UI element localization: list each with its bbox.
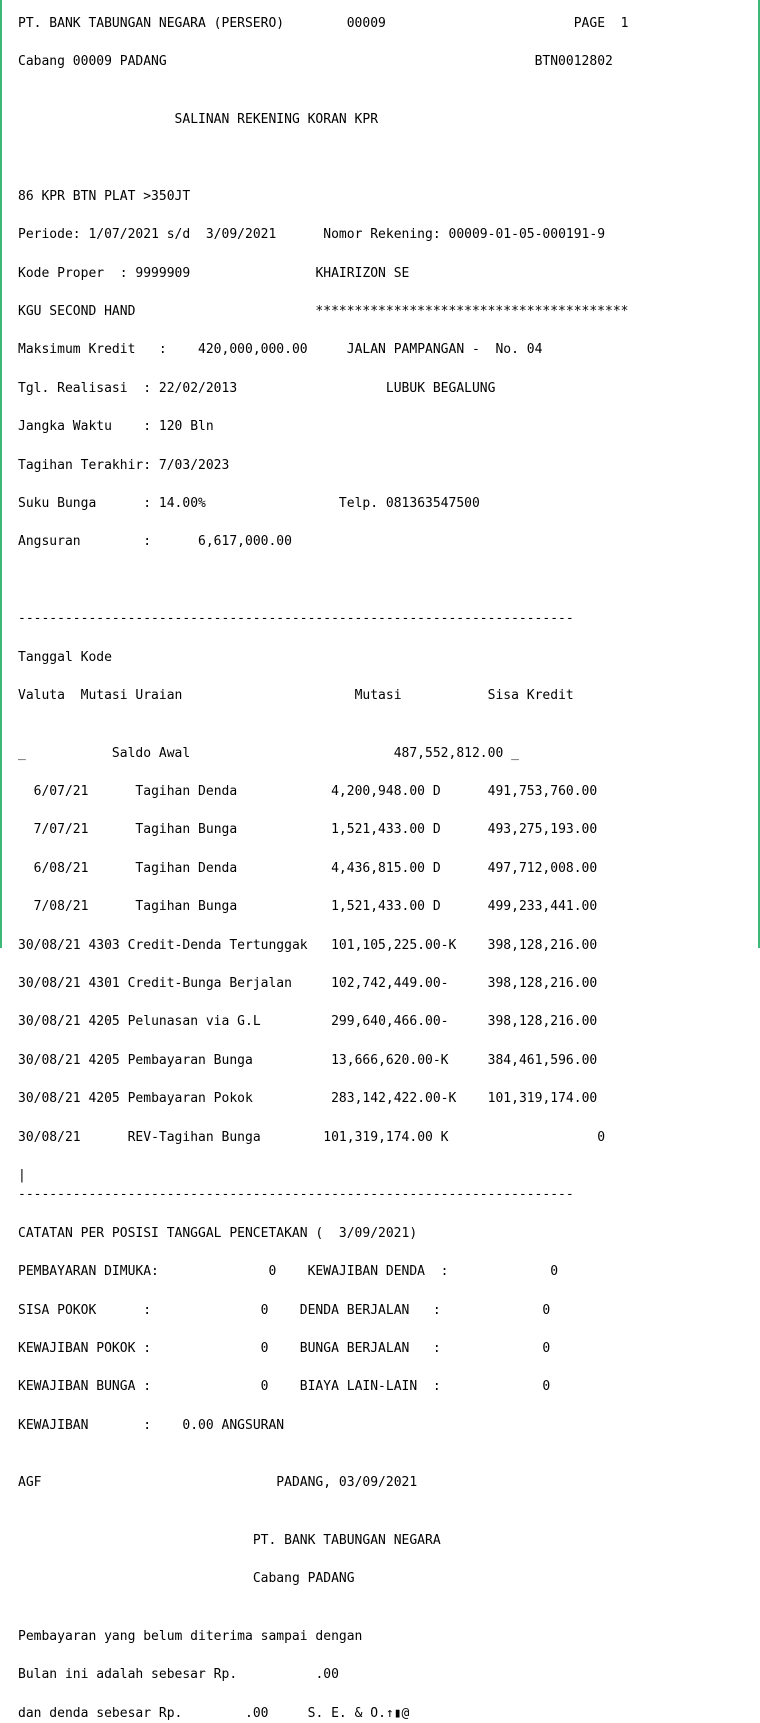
row-sisa: 398,128,216.00 bbox=[487, 976, 598, 992]
header-center-code: 00009 bbox=[346, 16, 386, 31]
row-tanggal: 30/08/21 bbox=[18, 976, 81, 992]
notes-right-value: 0 bbox=[542, 1302, 551, 1318]
branch-name: Cabang 00009 PADANG bbox=[18, 54, 167, 70]
table-row bbox=[18, 936, 742, 955]
header-line-1 bbox=[18, 14, 742, 33]
notes-right-value: 0 bbox=[542, 1340, 551, 1356]
angsuran-line bbox=[18, 532, 742, 551]
notes-right-value: 0 bbox=[542, 1379, 551, 1395]
notes-left-label: SISA POKOK : bbox=[18, 1302, 152, 1318]
footer-note-2-value: .00 bbox=[315, 1667, 339, 1683]
tagihan-terakhir-value: 7/03/2023 bbox=[158, 457, 230, 473]
row-mutasi: 102,742,449.00- bbox=[331, 976, 449, 992]
table-row bbox=[18, 1128, 742, 1147]
row-sisa: 398,128,216.00 bbox=[487, 1014, 598, 1030]
notes-row bbox=[18, 1262, 742, 1281]
notes-right-value: 0 bbox=[550, 1264, 559, 1280]
kewajiban-value: 0.00 ANGSURAN bbox=[182, 1417, 285, 1433]
notes-title: CATATAN PER POSISI TANGGAL PENCETAKAN ( 3/09/2021) bbox=[18, 1225, 418, 1241]
row-uraian: Credit-Denda Tertunggak bbox=[127, 937, 308, 953]
customer-name: KHAIRIZON SE bbox=[315, 265, 410, 281]
document-title-line bbox=[18, 110, 742, 129]
blank-2 bbox=[18, 148, 742, 167]
table-header-tanggal-kode: Tanggal Kode bbox=[18, 649, 112, 665]
bank-name: PT. BANK TABUNGAN NEGARA (PERSERO) bbox=[18, 16, 285, 31]
table-row bbox=[18, 782, 742, 801]
jangka-waktu-line bbox=[18, 417, 742, 436]
page-title: SALINAN REKENING KORAN KPR bbox=[174, 112, 379, 127]
row-uraian: Tagihan Denda bbox=[135, 860, 238, 876]
blank-10 bbox=[18, 1608, 742, 1627]
notes-left-label: KEWAJIBAN POKOK : bbox=[18, 1340, 152, 1356]
tgl-realisasi-line bbox=[18, 379, 742, 398]
table-header-line-1 bbox=[18, 648, 742, 667]
row-tanggal: 6/07/21 bbox=[25, 784, 89, 800]
row-uraian: Pelunasan via G.L bbox=[127, 1014, 261, 1030]
blank-5 bbox=[18, 590, 742, 609]
nomor-rekening-label: Nomor Rekening: bbox=[323, 227, 441, 243]
row-tanggal: 6/08/21 bbox=[25, 860, 89, 876]
signature-bank-name: PT. BANK TABUNGAN NEGARA bbox=[252, 1532, 441, 1548]
kode-proper-line bbox=[18, 264, 742, 283]
jangka-waktu-label: Jangka Waktu : bbox=[18, 419, 152, 435]
kewajiban-label: KEWAJIBAN : bbox=[18, 1417, 152, 1433]
row-uraian: Pembayaran Pokok bbox=[127, 1091, 253, 1107]
maksimum-kredit-label: Maksimum Kredit : bbox=[18, 342, 167, 358]
notes-row bbox=[18, 1377, 742, 1396]
suku-bunga-line bbox=[18, 494, 742, 513]
page-label: PAGE 1 bbox=[573, 16, 629, 31]
notes-left-value: 0 bbox=[260, 1302, 269, 1318]
table-header-line-2 bbox=[18, 686, 742, 705]
periode-line bbox=[18, 225, 742, 244]
telp-label: Telp. bbox=[338, 496, 379, 512]
periode-value: 1/07/2021 s/d 3/09/2021 bbox=[88, 227, 277, 243]
row-mutasi: 101,105,225.00-K bbox=[331, 937, 457, 953]
header-line-2 bbox=[18, 52, 742, 71]
row-kode: 4205 bbox=[88, 1052, 120, 1068]
divider-top: ----------------------------------------------------------------------- bbox=[18, 611, 574, 627]
row-uraian: Pembayaran Bunga bbox=[127, 1052, 253, 1068]
footer-note-1: Pembayaran yang belum diterima sampai dengan bbox=[18, 1628, 363, 1644]
row-sisa: 491,753,760.00 bbox=[487, 784, 598, 800]
suku-bunga-label: Suku Bunga : bbox=[18, 496, 152, 512]
footer-note-line-1 bbox=[18, 1627, 742, 1646]
footer-note-line-3 bbox=[18, 1704, 742, 1723]
row-tanggal: 7/08/21 bbox=[25, 899, 89, 915]
notes-right-label: BUNGA BERJALAN : bbox=[299, 1340, 441, 1356]
tagihan-terakhir-line bbox=[18, 456, 742, 475]
suku-bunga-value: 14.00% bbox=[158, 496, 206, 512]
footer-note-3-label: dan denda sebesar Rp. bbox=[18, 1705, 183, 1721]
table-header-valuta-mutasi-uraian: Valuta Mutasi Uraian bbox=[18, 688, 183, 704]
row-uraian: Tagihan Denda bbox=[135, 784, 238, 800]
row-mutasi: 1,521,433.00 D bbox=[331, 822, 441, 838]
signature-bank-line-1 bbox=[18, 1531, 742, 1550]
notes-right-label: KEWAJIBAN DENDA : bbox=[307, 1264, 449, 1280]
maksimum-kredit-value: 420,000,000.00 bbox=[198, 342, 308, 358]
tagihan-terakhir-label: Tagihan Terakhir: bbox=[18, 457, 152, 473]
row-sisa: 493,275,193.00 bbox=[487, 822, 598, 838]
masked-field: **************************************** bbox=[315, 304, 629, 319]
row-kode: 4205 bbox=[88, 1091, 120, 1107]
row-sisa: 0 bbox=[597, 1129, 606, 1145]
kewajiban-line bbox=[18, 1416, 742, 1435]
table-row bbox=[18, 1012, 742, 1031]
divider-bottom: ----------------------------------------------------------------------- bbox=[18, 1187, 574, 1203]
blank-3 bbox=[18, 168, 742, 187]
notes-title-line bbox=[18, 1224, 742, 1243]
row-uraian: Credit-Bunga Berjalan bbox=[127, 976, 292, 992]
statement-body bbox=[18, 14, 742, 1723]
footer-note-2-label: Bulan ini adalah sebesar Rp. bbox=[18, 1667, 238, 1683]
row-uraian: REV-Tagihan Bunga bbox=[127, 1129, 261, 1145]
row-uraian: Tagihan Bunga bbox=[135, 822, 238, 838]
signature-branch: Cabang PADANG bbox=[252, 1571, 355, 1587]
row-sisa: 398,128,216.00 bbox=[487, 937, 598, 953]
address-line-2: LUBUK BEGALUNG bbox=[385, 380, 496, 396]
row-sisa: 384,461,596.00 bbox=[487, 1052, 598, 1068]
address-line-1: JALAN PAMPANGAN - No. 04 bbox=[346, 342, 543, 358]
table-row bbox=[18, 820, 742, 839]
blank-8 bbox=[18, 1454, 742, 1473]
kgu-line bbox=[18, 302, 742, 321]
opening-label: Saldo Awal bbox=[111, 745, 191, 761]
footer-note-line-2 bbox=[18, 1665, 742, 1684]
product-line bbox=[18, 187, 742, 206]
spacer-2 bbox=[386, 16, 574, 31]
row-mutasi: 101,319,174.00 K bbox=[323, 1129, 449, 1145]
table-row bbox=[18, 859, 742, 878]
kgu-value: KGU SECOND HAND bbox=[18, 304, 136, 319]
blank-9 bbox=[18, 1512, 742, 1531]
blank-4 bbox=[18, 571, 742, 590]
row-kode: 4303 bbox=[88, 937, 120, 953]
row-sisa: 499,233,441.00 bbox=[487, 899, 598, 915]
table-row bbox=[18, 1051, 742, 1070]
row-tanggal: 30/08/21 bbox=[18, 1014, 81, 1030]
table-header-mutasi: Mutasi bbox=[354, 688, 402, 704]
kode-proper-label: Kode Proper : bbox=[18, 265, 128, 281]
notes-left-value: 0 bbox=[268, 1264, 277, 1280]
tgl-realisasi-label: Tgl. Realisasi : bbox=[18, 380, 152, 396]
table-row bbox=[18, 1089, 742, 1108]
table-row bbox=[18, 897, 742, 916]
notes-left-label: PEMBAYARAN DIMUKA: bbox=[18, 1264, 159, 1280]
row-mutasi: 4,436,815.00 D bbox=[331, 860, 441, 876]
operator-code: AGF bbox=[18, 1475, 42, 1491]
blank-6 bbox=[18, 724, 742, 743]
operator-line bbox=[18, 1473, 742, 1492]
angsuran-label: Angsuran : bbox=[18, 534, 152, 550]
doc-code: BTN0012802 bbox=[534, 54, 613, 70]
row-sisa: 497,712,008.00 bbox=[487, 860, 598, 876]
table-row bbox=[18, 974, 742, 993]
spacer-1 bbox=[284, 16, 347, 31]
tgl-realisasi-value: 22/02/2013 bbox=[158, 380, 238, 396]
row-mutasi: 13,666,620.00-K bbox=[331, 1052, 449, 1068]
angsuran-value: 6,617,000.00 bbox=[198, 534, 292, 550]
table-row-opening: _ Saldo Awal 487,552,812.00 _ bbox=[18, 745, 519, 761]
maksimum-kredit-line bbox=[18, 340, 742, 359]
notes-right-label: DENDA BERJALAN : bbox=[299, 1302, 441, 1318]
telp-value: 081363547500 bbox=[385, 496, 480, 512]
row-mutasi: 4,200,948.00 D bbox=[331, 784, 441, 800]
seo-label: S. E. & O. bbox=[307, 1705, 386, 1721]
seo-glyph-icon: ↑▮@ bbox=[385, 1705, 410, 1721]
blank-7: | bbox=[18, 1168, 26, 1184]
row-mutasi: 1,521,433.00 D bbox=[331, 899, 441, 915]
row-tanggal: 30/08/21 bbox=[18, 937, 81, 953]
signature-bank-line-2 bbox=[18, 1569, 742, 1588]
product-name: 86 KPR BTN PLAT >350JT bbox=[18, 188, 191, 204]
row-tanggal: 7/07/21 bbox=[25, 822, 89, 838]
table-header-sisa-kredit: Sisa Kredit bbox=[487, 688, 574, 704]
notes-right-label: BIAYA LAIN-LAIN : bbox=[299, 1379, 441, 1395]
row-sisa: 101,319,174.00 bbox=[487, 1091, 598, 1107]
blank-1 bbox=[18, 91, 742, 110]
row-kode: 4205 bbox=[88, 1014, 120, 1030]
row-tanggal: 30/08/21 bbox=[18, 1091, 81, 1107]
opening-balance: 487,552,812.00 bbox=[393, 745, 504, 761]
notes-left-label: KEWAJIBAN BUNGA : bbox=[18, 1379, 152, 1395]
row-mutasi: 299,640,466.00- bbox=[331, 1014, 449, 1030]
jangka-waktu-value: 120 Bln bbox=[158, 419, 214, 435]
periode-label: Periode: bbox=[18, 227, 81, 243]
row-tanggal: 30/08/21 bbox=[18, 1129, 81, 1145]
notes-left-value: 0 bbox=[260, 1340, 269, 1356]
notes-row bbox=[18, 1301, 742, 1320]
nomor-rekening-value: 00009-01-05-000191-9 bbox=[448, 227, 606, 243]
spacer-3 bbox=[167, 54, 535, 69]
place-date: PADANG, 03/09/2021 bbox=[276, 1475, 418, 1491]
notes-row bbox=[18, 1339, 742, 1358]
footer-note-3-value: .00 bbox=[245, 1705, 269, 1721]
row-uraian: Tagihan Bunga bbox=[135, 899, 238, 915]
row-kode: 4301 bbox=[88, 976, 120, 992]
kode-proper-value: 9999909 bbox=[135, 265, 191, 281]
notes-left-value: 0 bbox=[260, 1379, 269, 1395]
row-mutasi: 283,142,422.00-K bbox=[331, 1091, 457, 1107]
row-tanggal: 30/08/21 bbox=[18, 1052, 81, 1068]
